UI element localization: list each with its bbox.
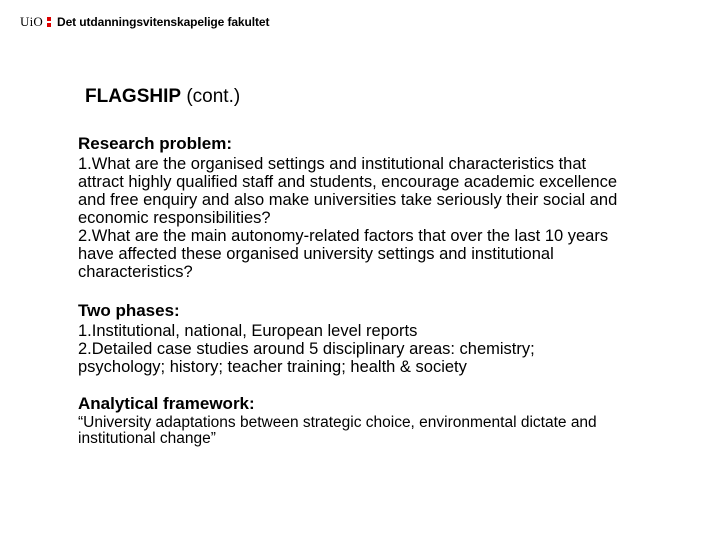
slide-title	[85, 86, 240, 108]
uio-logo: UiO	[20, 14, 43, 29]
research-line: and free enquiry and also make universities take seriously their social and	[78, 191, 618, 209]
spacer	[78, 376, 708, 394]
research-problem-heading: Research problem:	[78, 134, 232, 153]
slide-title-suffix: (cont.)	[181, 86, 241, 107]
research-line: characteristics?	[78, 263, 193, 281]
slide-title-bold: FLAGSHIP	[85, 86, 182, 107]
faculty-name: Det utdanningsvitenskapelige fakultet	[57, 15, 270, 29]
research-line: 2.What are the main autonomy-related factors that over the last 10 years	[78, 227, 609, 245]
phase-line: 1.Institutional, national, European level reports	[78, 322, 418, 340]
research-line: 1.What are the organised settings and institutional characteristics that	[78, 155, 587, 173]
spacer	[78, 281, 708, 301]
phase-line: psychology; history; teacher training; health & society	[78, 358, 467, 376]
two-phases-heading: Two phases:	[78, 301, 180, 320]
uio-logo-mark-icon	[47, 17, 51, 27]
slide-body	[78, 134, 708, 447]
phase-line: 2.Detailed case studies around 5 disciplinary areas: chemistry;	[78, 340, 535, 358]
framework-line: institutional change”	[78, 430, 216, 447]
framework-line: “University adaptations between strategic choice, environmental dictate and	[78, 414, 597, 431]
analytical-framework-heading: Analytical framework:	[78, 394, 255, 413]
research-line: economic responsibilities?	[78, 209, 271, 227]
slide-header	[20, 14, 269, 30]
research-line: have affected these organised university settings and institutional	[78, 245, 554, 263]
research-line: attract highly qualified staff and students, encourage academic excellence	[78, 173, 618, 191]
